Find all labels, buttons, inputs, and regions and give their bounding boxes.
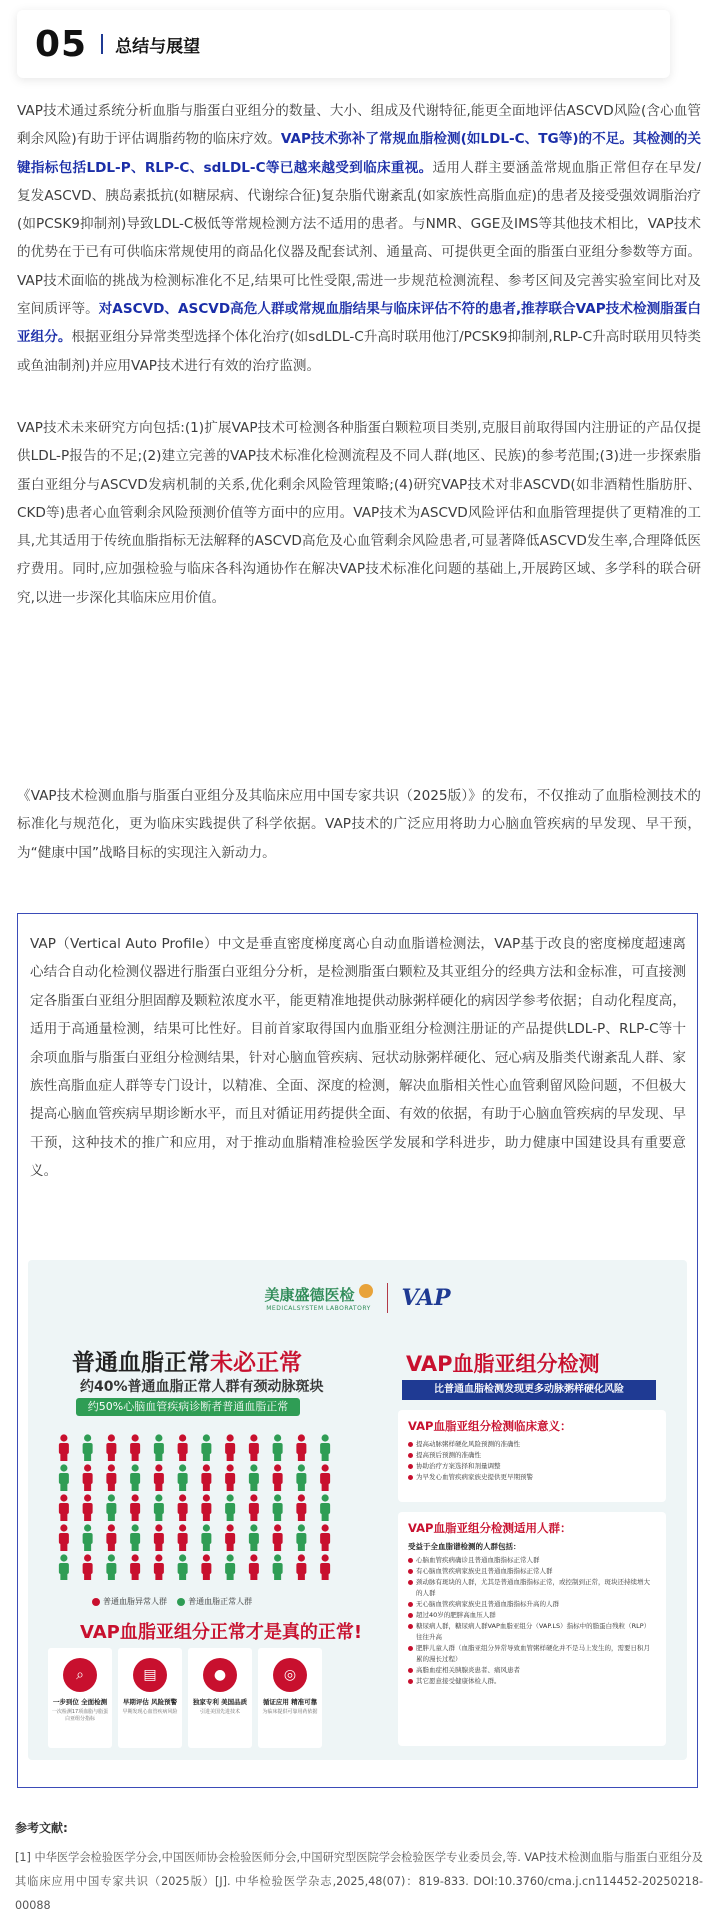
list-item: 心脑血管疾病确诊且普通血脂指标正常人群 [408, 1555, 656, 1566]
person-icon-normal [273, 1434, 283, 1461]
poster-left-bottom: VAP血脂亚组分正常才是真的正常! [80, 1622, 363, 1643]
person-icon-abnormal [296, 1554, 306, 1580]
person-icon-abnormal [273, 1464, 283, 1491]
person-icon-abnormal [154, 1524, 164, 1551]
person-icon-abnormal [178, 1434, 188, 1461]
person-icon: ● [203, 1658, 237, 1692]
person-icon-normal [154, 1434, 164, 1461]
vap-intro-text: VAP（Vertical Auto Profile）中文是垂直密度梯度离心自动血脂谱检测法，VAP基于改良的密度梯度超速离心结合自动化检测仪器进行脂蛋白亚组分分析，是检测脂蛋白颗粒及其亚组分的经典方法和金标准，可直接测定各脂蛋白亚组分胆固醇及颗粒浓度水平，能更精准地提供动脉粥样硬化的病因学参考依据；自动化程度高，适用于高通量检测，结果可比性好。目前首家取得国内血脂亚组分检测注册证的产品提供LDL-P、RLP-C等十余项血脂与脂蛋白亚组分检测结果，针对心脑血管疾病、冠状动脉粥样硬化、冠心病及脂类代谢紊乱人群、家族性高脂血症人群等专门设计，以精准、全面、深度的检测，解决血脂相关性心血管剩留风险问题，不但极大提高心脑血管疾病早期诊断水平，而且对循证用药提供全面、有效的依据，有助于心脑血管疾病的早发现、早干预，这种技术的推广和应用，对于推动血脂精准检验医学发展和学科进步，助力健康中国建设具有重要意义。 [30, 936, 686, 1180]
person-icon-normal [320, 1434, 330, 1461]
person-icon-normal [130, 1524, 140, 1551]
person-icon-abnormal [201, 1554, 211, 1580]
person-icon-abnormal [130, 1434, 140, 1461]
person-icon-normal [178, 1464, 188, 1491]
person-icon-normal [83, 1434, 93, 1461]
list-item: 提高动脉粥样硬化风险预测的准确性 [408, 1439, 656, 1450]
references-title: 参考文献: [15, 1821, 68, 1835]
person-icon-abnormal [249, 1494, 259, 1521]
person-icon-abnormal [59, 1434, 69, 1461]
person-icon-abnormal [83, 1464, 93, 1491]
feature-3-title: 独家专利 美国品质 [192, 1698, 248, 1706]
person-icon-abnormal [296, 1494, 306, 1521]
vap-promo-poster [28, 1260, 687, 1760]
list-item: 有心脑血管疾病家族史且普通血脂指标正常人群 [408, 1566, 656, 1577]
person-icon-normal [106, 1494, 116, 1521]
person-icon-abnormal [106, 1434, 116, 1461]
person-icon-abnormal [273, 1524, 283, 1551]
person-icon-normal [249, 1524, 259, 1551]
person-icon-abnormal [59, 1524, 69, 1551]
person-icon-normal [178, 1554, 188, 1580]
feature-4-desc: 为临床提供可靠用药依据 [262, 1709, 318, 1715]
body-text: 根据亚组分异常类型选择个体化治疗(如sdLDL-C升高时联用他汀/PCSK9抑制剂,RLP-C升高时联用贝特类或鱼油制剂)并应用VAP技术进行有效的治疗监测。 [17, 329, 701, 374]
person-icon-abnormal [130, 1494, 140, 1521]
person-icon-abnormal [296, 1434, 306, 1461]
feature-2-title: 早期评估 风险预警 [122, 1698, 178, 1706]
list-item: 颈动脉有斑块的人群，尤其是普通血脂指标正常，或控制到正常，斑块还持续增大的人群 [408, 1577, 656, 1599]
poster-left-pill: 约50%心脑血管疾病诊断者普通血脂正常 [76, 1398, 300, 1416]
person-icon-normal [249, 1464, 259, 1491]
target-population-box [398, 1512, 666, 1746]
list-item: 为早发心血管疾病家族史提供更早期预警 [408, 1472, 656, 1483]
legend-dot-normal [177, 1598, 185, 1606]
target-population-list [408, 1555, 656, 1687]
highlight-text: VAP技术弥补了常规血脂检测(如LDL-C、TG等)的不足。其检测的关键指标包括LDL-P、RLP-C、sdLDL-C等已越来越受到临床重视。 [17, 131, 701, 176]
poster-left-title-a: 普通血脂正常 [72, 1350, 210, 1376]
person-icon-normal [59, 1464, 69, 1491]
poster-left-title-b: 未必正常 [210, 1350, 302, 1376]
person-icon-abnormal [249, 1434, 259, 1461]
person-icon-abnormal [249, 1554, 259, 1580]
person-icon-normal [59, 1554, 69, 1580]
feature-2-desc: 早期发现心血管疾病风险 [122, 1709, 178, 1715]
person-icon-normal [130, 1464, 140, 1491]
person-icon-abnormal [178, 1524, 188, 1551]
feature-2 [120, 1658, 180, 1716]
list-item: 提高预后预测的准确性 [408, 1450, 656, 1461]
person-icon-abnormal [106, 1464, 116, 1491]
feature-3 [190, 1658, 250, 1716]
person-icon-normal [83, 1524, 93, 1551]
person-icon-abnormal [201, 1464, 211, 1491]
person-icon-normal [273, 1494, 283, 1521]
section-number: 05 [35, 23, 88, 65]
feature-1-title: 一步到位 全面检测 [52, 1698, 108, 1706]
person-icon-normal [201, 1434, 211, 1461]
consensus-paragraph: 《VAP技术检测血脂与脂蛋白亚组分及其临床应用中国专家共识（2025版）》的发布，不仅推动了血脂检测技术的标准化与规范化，更为临床实践提供了科学依据。VAP技术的广泛应用将助力心脑血管疾病的早发现、早干预，为“健康中国”战略目标的实现注入新动力。 [17, 788, 701, 861]
person-icon-abnormal [59, 1494, 69, 1521]
section-header [17, 10, 670, 78]
people-grid [52, 1430, 337, 1580]
person-icon-normal [225, 1554, 235, 1580]
feature-1 [50, 1658, 110, 1723]
person-icon-abnormal [320, 1524, 330, 1551]
poster-logo-row [28, 1278, 687, 1318]
body-text: VAP技术通过系统分析血脂与脂蛋白亚组分的数量、大小、组成及代谢特征,能更全面地评估ASCVD风险(含心血管剩余风险)有助于评估调脂药物的临床疗效。 [17, 103, 701, 148]
section-divider [101, 34, 103, 54]
list-item: 协助治疗方案选择和剂量调整 [408, 1461, 656, 1472]
person-icon-abnormal [106, 1524, 116, 1551]
feature-1-desc: 一次检测17项血脂与脂蛋白亚组分指标 [51, 1709, 109, 1722]
vap-logo [402, 1285, 451, 1311]
company-logo-en: MEDICALSYSTEM LABORATORY [266, 1305, 371, 1312]
person-icon-abnormal [320, 1554, 330, 1580]
feature-3-desc: 引进美国先进技术 [199, 1709, 240, 1715]
person-icon-normal [225, 1494, 235, 1521]
person-icon-normal [296, 1464, 306, 1491]
legend-dot-abnormal [92, 1598, 100, 1606]
person-icon-abnormal [83, 1494, 93, 1521]
target-population-title: VAP血脂亚组分检测适用人群： [408, 1521, 572, 1535]
company-logo-cn: 美康盛德医检 [264, 1286, 355, 1304]
person-icon-abnormal [154, 1554, 164, 1580]
person-icon-abnormal [201, 1494, 211, 1521]
people-legend [92, 1596, 252, 1607]
feature-4-title: 循证应用 精准可靠 [262, 1698, 318, 1706]
list-item: 高脂血症相关胰腺炎患者、痛风患者 [408, 1665, 656, 1676]
list-item: 肥胖儿童人群（血脂亚组分异常导致血管粥样硬化并不是马上发生的，需要日积月累的漫长过程） [408, 1643, 656, 1665]
poster-right-bar: 比普通血脂检测发现更多动脉粥样硬化风险 [402, 1380, 656, 1400]
person-icon-abnormal [83, 1554, 93, 1580]
target-population-subtitle: 受益于全血脂谱检测的人群包括： [408, 1542, 521, 1551]
document-icon: ▤ [133, 1658, 167, 1692]
list-item: 其它愿意接受健康体检人群。 [408, 1676, 656, 1687]
person-icon-abnormal [225, 1434, 235, 1461]
legend-normal: 普通血脂正常人群 [188, 1597, 253, 1606]
person-icon-abnormal [178, 1494, 188, 1521]
feature-4 [260, 1658, 320, 1716]
list-item: 超过40岁的肥胖高血压人群 [408, 1610, 656, 1621]
person-icon-abnormal [130, 1554, 140, 1580]
clinical-significance-box [398, 1410, 666, 1502]
legend-abnormal: 普通血脂异常人群 [103, 1597, 167, 1606]
person-icon-normal [154, 1494, 164, 1521]
magnifier-icon: ⌕ [63, 1658, 97, 1692]
section-title: 总结与展望 [115, 36, 201, 57]
logo-badge-icon [359, 1284, 373, 1298]
target-icon: ◎ [273, 1658, 307, 1692]
vap-logo-text: VAP [401, 1285, 451, 1311]
person-icon-normal [320, 1494, 330, 1521]
summary-paragraph [17, 97, 701, 380]
highlight-text: 对ASCVD、ASCVD高危人群或常规血脂结果与临床评估不符的患者,推荐联合VAP技术检测脂蛋白亚组分。 [17, 301, 701, 346]
person-icon-normal [273, 1554, 283, 1580]
person-icon-normal [106, 1554, 116, 1580]
future-directions-paragraph: VAP技术未来研究方向包括:(1)扩展VAP技术可检测各种脂蛋白颗粒项目类别,克服目前取得国内注册证的产品仅提供LDL-P报告的不足;(2)建立完善的VAP技术标准化检测流程及不同人群(地区、民族)的参考范围;(3)进一步探索脂蛋白亚组分与ASCVD发病机制的关系,优化剩余风险管理策略;(4)研究VAP技术对非ASCVD(如非酒精性脂肪肝、CKD等)患者心血管剩余风险预测价值等方面中的应用。VAP技术为ASCVD风险评估和血脂管理提供了更精准的工具,尤其适用于传统血脂指标无法解释的ASCVD高危及心血管剩余风险患者,可显著降低ASCVD发生率,合理降低医疗费用。同时,应加强检验与临床各科沟通协作在解决VAP技术标准化问题的基础上,开展跨区域、多学科的联合研究,以进一步深化其临床应用价值。 [17, 420, 701, 606]
body-text: 适用人群主要涵盖常规血脂正常但存在早发/复发ASCVD、胰岛素抵抗(如糖尿病、代谢综合征)复杂脂代谢紊乱(如家族性高脂血症)的患者及接受强效调脂治疗(如PCSK9抑制剂)导致LDL-C极低等常规检测方法不适用的患者。与NMR、GGE及IMS等其他技术相比，VAP技术的优势在于已有可供临床常规使用的商品化仪器及配套试剂、通量高、可提供更全面的脂蛋白亚组分参数等方面。VAP技术面临的挑战为检测标准化不足,结果可比性受限,需进一步规范检测流程、参考区间及完善实验室间比对及室间质评等。 [17, 159, 701, 318]
poster-left-subtitle: 约40%普通血脂正常人群有颈动脉斑块 [80, 1379, 324, 1395]
reference-item: [1] 中华医学会检验医学分会,中国医师协会检验医师分会,中国研究型医院学会检验医学专业委员会,等. VAP技术检测血脂与脂蛋白亚组分及其临床应用中国专家共识（2025版）[J]. 中华检验医学杂志,2025,48(07)：819-833. DOI:10.3760/cma.j.cn114452-20250218-00088 [15, 1851, 703, 1912]
person-icon-abnormal [154, 1464, 164, 1491]
person-icon-abnormal [320, 1464, 330, 1491]
company-logo [265, 1284, 373, 1312]
references-list [15, 1846, 703, 1918]
person-icon-abnormal [225, 1464, 235, 1491]
clinical-significance-list [408, 1439, 656, 1483]
person-icon-abnormal [225, 1524, 235, 1551]
clinical-significance-title: VAP血脂亚组分检测临床意义： [408, 1419, 572, 1433]
person-icon-normal [201, 1524, 211, 1551]
logo-divider [387, 1283, 388, 1313]
person-icon-normal [296, 1524, 306, 1551]
poster-right-title: VAP血脂亚组分检测 [406, 1352, 600, 1376]
vap-intro-box [17, 913, 698, 1788]
list-item: 无心脑血管疾病家族史且普通血脂指标升高的人群 [408, 1599, 656, 1610]
list-item: 糖尿病人群，糖尿病人群VAP血脂亚组分（VAP.LS）指标中的脂蛋白残粒（RLP）往往升高 [408, 1621, 656, 1643]
poster-left-title [72, 1344, 302, 1377]
